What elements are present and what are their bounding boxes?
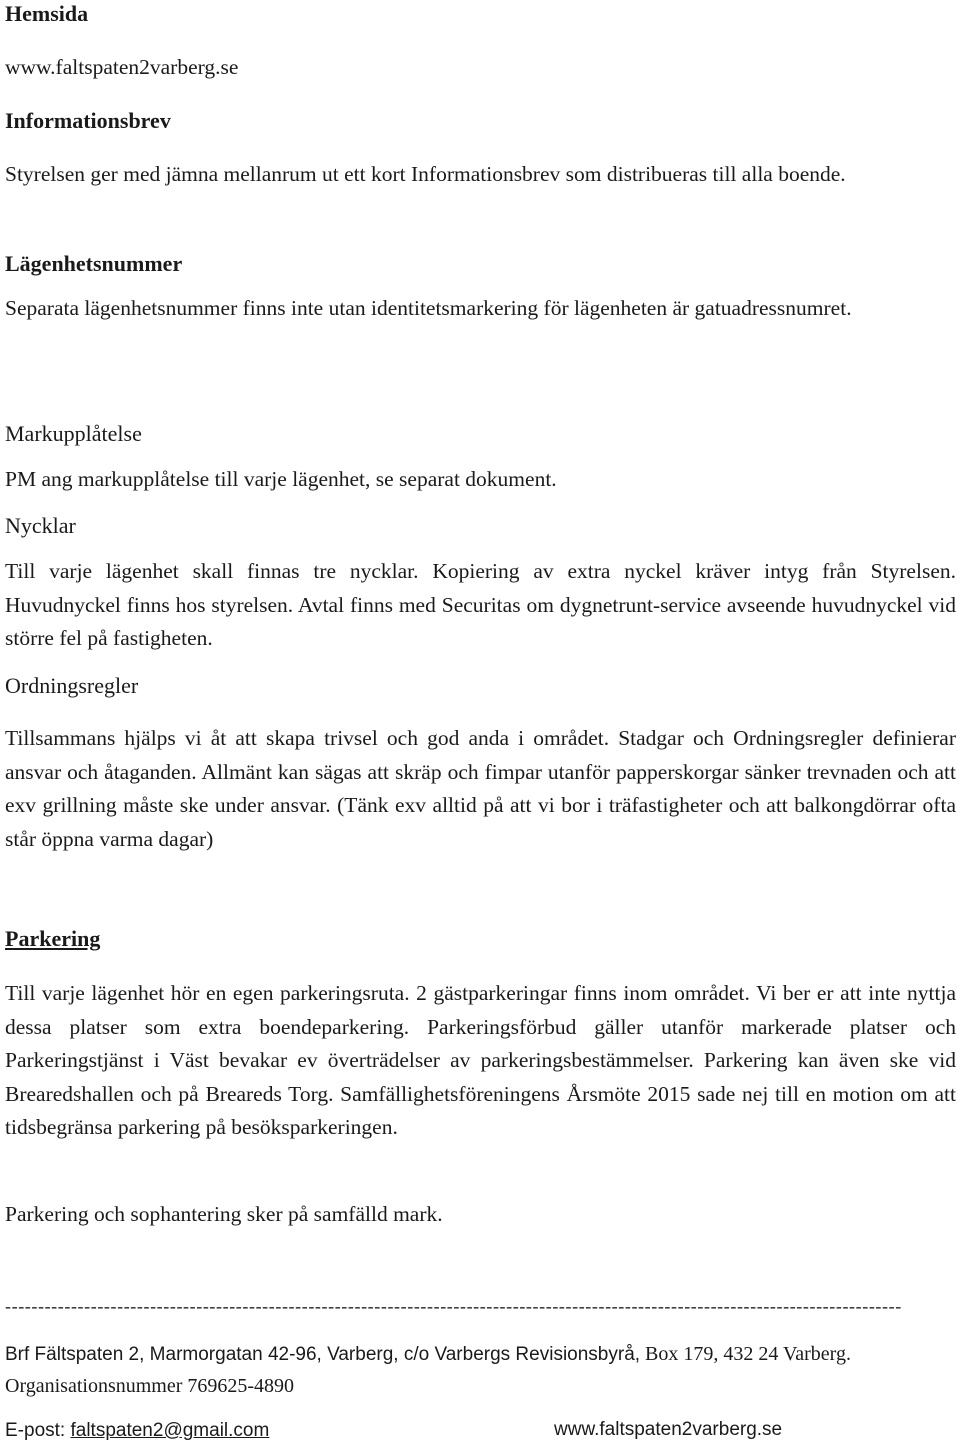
heading-ordningsregler: Ordningsregler bbox=[5, 673, 139, 698]
lagenhetsnummer-text: Separata lägenhetsnummer finns inte utan identitetsmarkering för lägenheten är gatuadressnumret. bbox=[5, 296, 852, 320]
informationsbrev-text: Styrelsen ger med jämna mellanrum ut ett kort Informationsbrev som distribueras till alla boende. bbox=[5, 162, 846, 186]
email-link[interactable]: faltspaten2@gmail.com bbox=[70, 1420, 270, 1441]
footer-orgnr: Organisationsnummer 769625-4890 bbox=[5, 1375, 295, 1397]
heading-hemsida: Hemsida bbox=[5, 1, 89, 26]
website-url[interactable]: www.faltspaten2varberg.se bbox=[5, 55, 239, 79]
footer-address-part2: Box 179, 432 24 Varberg. bbox=[640, 1343, 851, 1365]
footer-website[interactable]: www.faltspaten2varberg.se bbox=[554, 1419, 783, 1440]
footer-address bbox=[5, 1341, 851, 1368]
heading-informationsbrev: Informationsbrev bbox=[5, 108, 171, 133]
nycklar-text: Till varje lägenhet skall finnas tre nycklar. Kopiering av extra nyckel kräver intyg från Styrelsen. Huvudnyckel finns hos styrelsen. Avtal finns med Securitas om dygnetrunt-service avseende huvudnyckel vid större fel på fastigheten. bbox=[5, 559, 956, 650]
parkering-text-2: Parkering och sophantering sker på samfälld mark. bbox=[5, 1202, 443, 1226]
heading-markupplatelse: Markupplåtelse bbox=[5, 421, 142, 446]
email-label: E-post: bbox=[5, 1420, 71, 1441]
heading-lagenhetsnummer: Lägenhetsnummer bbox=[5, 251, 183, 276]
markupplatelse-text: PM ang markupplåtelse till varje lägenhet, se separat dokument. bbox=[5, 467, 557, 491]
footer-address-part1: Brf Fältspaten 2, Marmorgatan 42-96, Varberg, c/o Varbergs Revisionsbyrå, bbox=[5, 1344, 641, 1365]
footer-contact bbox=[5, 1417, 956, 1444]
heading-nycklar: Nycklar bbox=[5, 513, 76, 538]
heading-parkering: Parkering bbox=[5, 926, 101, 951]
ordningsregler-text: Tillsammans hjälps vi åt att skapa trivsel och god anda i området. Stadgar och Ordningsregler definierar ansvar och åtaganden. Allmänt kan sägas att skräp och fimpar utanför papperskorgar sänker trevnaden och att exv grillning måste ske under ansvar. (Tänk exv alltid på att vi bor i träfastigheter och att balkongdörrar ofta står öppna varma dagar) bbox=[5, 726, 956, 851]
footer-separator: ---------------------------------------------------------------------------------------------------------------------------------------- bbox=[5, 1296, 902, 1316]
parkering-text: Till varje lägenhet hör en egen parkeringsruta. 2 gästparkeringar finns inom området. Vi ber er att inte nyttja dessa platser som extra boendeparkering. Parkeringsförbud gäller utanför markerade platser och Parkeringstjänst i Väst bevakar ev överträdelser av parkeringsbestämmelser. Parkering kan även ske vid Brearedshallen och på Breareds Torg. Samfällighetsföreningens Årsmöte 2015 sade nej till en motion om att tidsbegränsa parkering på besöksparkeringen. bbox=[5, 981, 956, 1139]
